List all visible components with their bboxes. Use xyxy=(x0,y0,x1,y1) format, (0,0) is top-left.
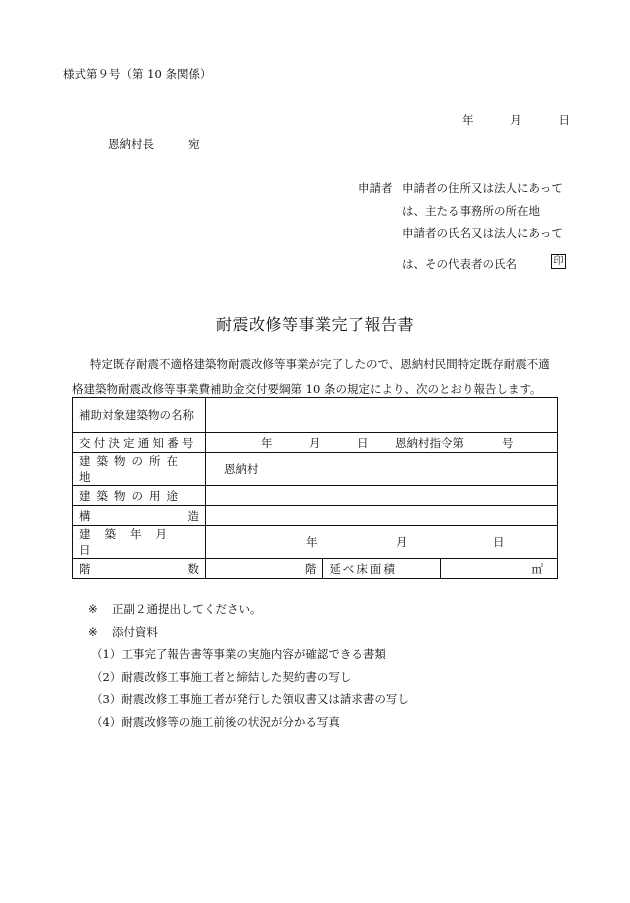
body-text xyxy=(72,352,562,402)
attachment-item-4: （4）耐震改修等の施工前後の状況が分かる写真 xyxy=(91,714,340,729)
build-day-label: 日 xyxy=(493,535,505,549)
note-copies xyxy=(88,598,409,621)
structure-label-a: 構 xyxy=(79,508,91,523)
table-row xyxy=(73,453,558,486)
location-label xyxy=(73,453,206,486)
applicant-address-line2: は、主たる事務所の所在地 xyxy=(402,204,540,218)
floor-area-field[interactable] xyxy=(440,559,557,579)
floors-label-a: 階 xyxy=(79,561,91,576)
building-name-label: 補助対象建築物の名称 xyxy=(73,398,206,433)
attachment-item-1: （1）工事完了報告書等事業の実施内容が確認できる書類 xyxy=(91,647,386,661)
build-year-label: 年 xyxy=(306,535,318,549)
addressee-suffix: 宛 xyxy=(188,137,200,151)
build-month-label: 月 xyxy=(396,535,408,549)
note-copies-text: 正副２通提出してください。 xyxy=(112,602,262,616)
building-name-field[interactable] xyxy=(206,398,558,433)
location-value: 恩納村 xyxy=(224,462,259,476)
report-date xyxy=(462,112,570,128)
floor-area-label xyxy=(323,559,440,579)
notice-month-label: 月 xyxy=(309,435,321,450)
body-line-2: 格建築物耐震改修等事業費補助金交付要綱第 10 条の規定により、次のとおり報告します。 xyxy=(72,382,542,396)
floor-area-label-text: 延べ床面積 xyxy=(329,561,397,576)
notes-section xyxy=(88,598,409,733)
form-number: 様式第９号（第 10 条関係） xyxy=(63,67,212,81)
table-row xyxy=(73,398,558,433)
structure-field[interactable] xyxy=(206,506,558,526)
build-date-field[interactable] xyxy=(206,526,558,559)
usage-label-text: 建築物の用途 xyxy=(79,488,184,503)
notice-year-label: 年 xyxy=(261,435,273,450)
build-date-label xyxy=(73,526,206,559)
notice-number-label xyxy=(73,433,206,453)
body-line-1: 特定既存耐震不適格建築物耐震改修等事業が完了したので、恩納村民間特定既存耐震不適 xyxy=(90,357,550,371)
designation-number-suffix: 号 xyxy=(502,435,514,450)
addressee xyxy=(108,136,200,152)
applicant-name-line1: 申請者の氏名又は法人にあって xyxy=(402,226,563,240)
structure-label-b: 造 xyxy=(187,508,199,523)
usage-field[interactable] xyxy=(206,486,558,506)
note-mark-2: ※ xyxy=(88,624,98,639)
applicant-name-line2: は、その代表者の氏名 xyxy=(402,257,517,271)
date-year-label: 年 xyxy=(462,113,474,127)
designation-label: 恩納村指令第 xyxy=(395,435,464,450)
document-title: 耐震改修等事業完了報告書 xyxy=(215,315,414,334)
floor-area-unit: ㎡ xyxy=(531,561,543,576)
note-mark-1: ※ xyxy=(88,602,98,616)
date-day-label: 日 xyxy=(558,113,570,127)
floors-label xyxy=(73,559,206,579)
floors-field[interactable] xyxy=(206,559,323,579)
table-row xyxy=(73,559,558,579)
date-month-label: 月 xyxy=(510,113,522,127)
floors-label-b: 数 xyxy=(187,561,199,576)
build-date-label-text: 建築年月日 xyxy=(79,527,181,557)
floors-unit: 階 xyxy=(304,561,317,576)
structure-label xyxy=(73,506,206,526)
table-row xyxy=(73,506,558,526)
seal-mark: 印 xyxy=(551,254,566,269)
report-table xyxy=(72,397,558,579)
notice-number-label-text: 交付決定通知番号 xyxy=(79,435,197,450)
addressee-name: 恩納村長 xyxy=(108,137,154,151)
location-field[interactable] xyxy=(206,453,558,486)
applicant-label: 申請者 xyxy=(358,181,393,195)
usage-label xyxy=(73,486,206,506)
notice-number-field[interactable] xyxy=(206,433,558,453)
note-attachments xyxy=(88,621,409,644)
attachment-item-2: （2）耐震改修工事施工者と締結した契約書の写し xyxy=(91,669,352,684)
table-row xyxy=(73,433,558,453)
attachment-item-3: （3）耐震改修工事施工者が発行した領収書又は請求書の写し xyxy=(91,692,409,706)
table-row xyxy=(73,526,558,559)
applicant-address-line1: 申請者の住所又は法人にあって xyxy=(402,181,563,195)
table-row xyxy=(73,486,558,506)
location-label-text: 建築物の所在地 xyxy=(79,454,184,484)
notice-day-label: 日 xyxy=(357,435,369,450)
note-attachments-text: 添付資料 xyxy=(112,624,158,639)
